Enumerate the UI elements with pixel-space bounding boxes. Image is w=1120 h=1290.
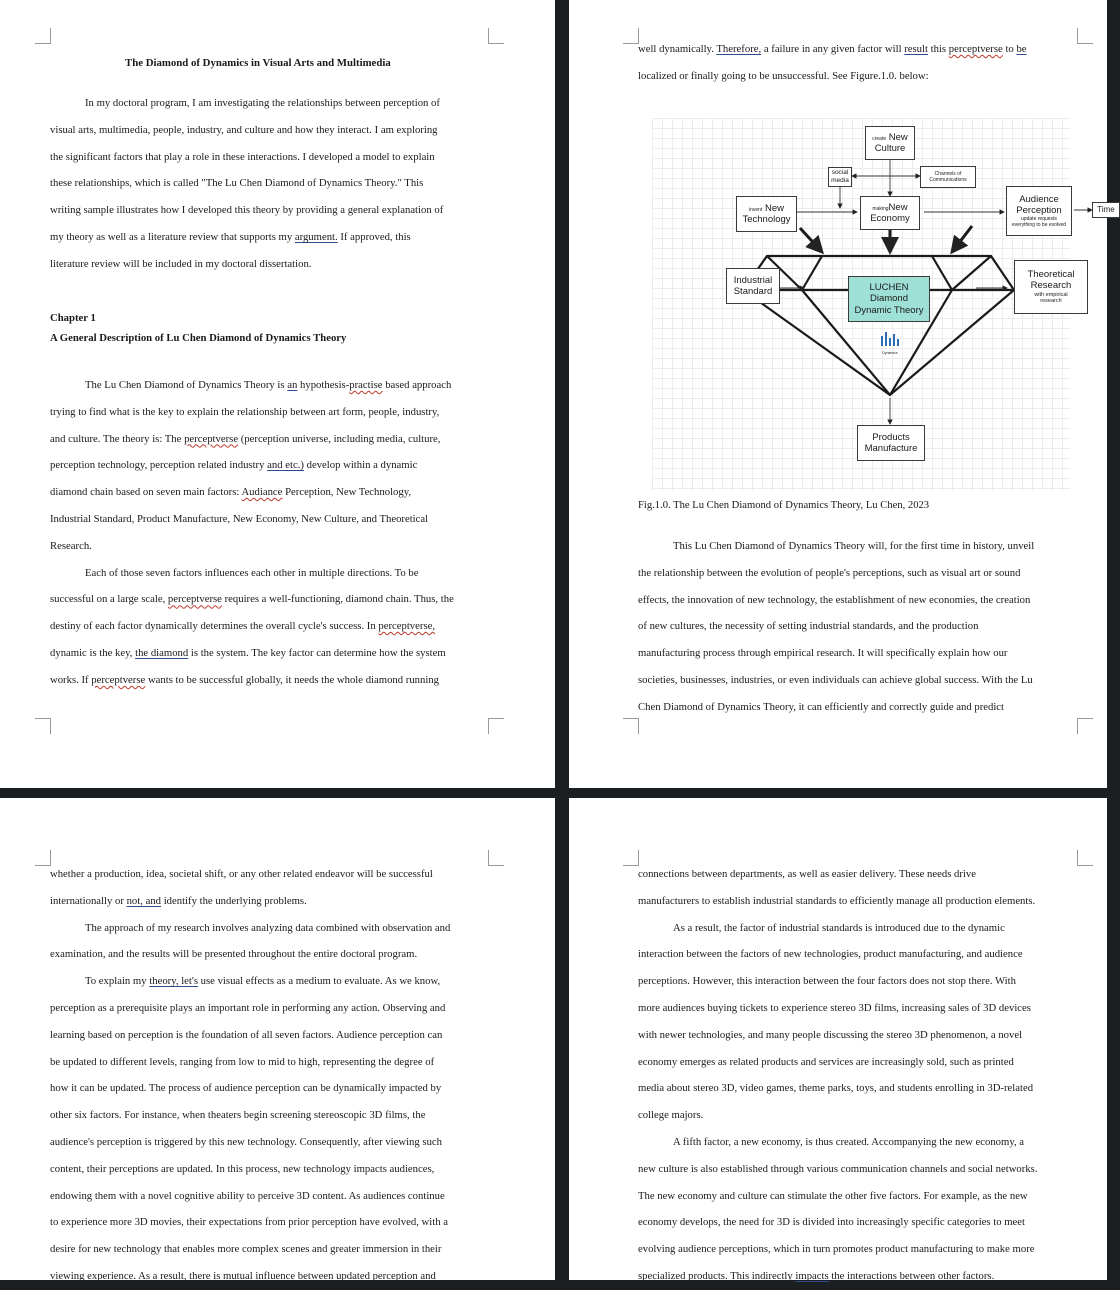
text-line: visual arts, multimedia, people, industry, and culture and how they interact. I am exploring [50,123,438,136]
crop-mark-top-right [1077,28,1093,44]
crop-mark-bottom-right [488,718,504,734]
text-segment: develop within a dynamic [306,459,418,472]
text-line [638,1263,1038,1290]
text-line: whether a production, idea, societal shift, or any other related endeavor will be successful [50,868,433,880]
text-line: manufacturers to establish industrial standards to efficiently manage all production elements. [638,894,1036,907]
node-qualifier: making [872,205,889,212]
text-segment: and culture. The theory is: The [50,432,182,445]
spelling-error-word[interactable]: perceptverse [184,432,239,445]
bar-chart-icon-graphic [879,330,901,346]
text-segment: based approach [385,379,452,391]
node-label: social media [831,169,849,184]
document-page-1 [0,0,555,788]
document-page-4 [569,798,1107,1280]
text-segment: my theory as well as a literature review that supports my [50,230,293,243]
crop-mark-top-right [488,28,504,44]
text-line: endowing them with a novel cognitive ability to perceive 3D content. As audiences continue [50,1189,445,1202]
node-audience-perception[interactable] [1006,186,1072,236]
text-line: As a result, the factor of industrial standards is introduced due to the dynamic [673,921,1005,934]
text-segment: specialized products. This indirectly [638,1269,793,1282]
text-line: This Lu Chen Diamond of Dynamics Theory will, for the first time in history, unveil [673,540,1035,552]
node-label: LUCHEN [869,281,909,293]
node-luchen-diamond-center[interactable] [848,276,930,322]
tracked-change-word[interactable]: the diamond [135,646,189,659]
text-line: more audiences buying tickets to experience stereo 3D films, increasing sales of 3D devices [638,1001,1031,1014]
text-line: of new cultures, the necessity of setting industrial standards, and the production [638,620,979,633]
tracked-change-word[interactable]: be [1016,43,1027,55]
text-line [50,479,454,506]
text-line: connections between departments, as well as easier delivery. These needs drive [638,868,977,880]
crop-mark-top-right [488,850,504,866]
node-new-economy[interactable] [860,196,920,230]
text-line: media about stereo 3D, video games, theme parks, toys, and students enrolling in 3D-related [638,1082,1034,1095]
text-line: In my doctoral program, I am investigating the relationships between perception of [85,97,440,109]
text-segment: perception technology, perception related industry [50,459,265,472]
text-line [50,224,443,251]
node-label: Perception [1016,205,1062,216]
text-line: learning based on perception is the foundation of all seven factors. Audience perception can [50,1028,443,1041]
page2-intro[interactable] [638,36,1027,90]
text-line: examination, and the results will be presented throughout the entire doctoral program. [50,948,418,961]
text-line: economy develops, the need for 3D is divided into increasingly specific categories to meet [638,1216,1026,1229]
text-line: new culture is also established through various communication channels and social networks. [638,1162,1038,1175]
diamond-facet [802,256,822,290]
crop-mark-top-left [623,28,639,44]
text-line: perception as a prerequisite plays an important role in performing any action. Observing and [50,1001,446,1014]
text-line: these relationships, which is called "The Lu Chen Diamond of Dynamics Theory." This [50,177,424,190]
figure-caption: Fig.1.0. The Lu Chen Diamond of Dynamics Theory, Lu Chen, 2023 [638,500,930,511]
node-theoretical-research[interactable] [1014,260,1088,314]
tracked-change-word[interactable]: argument. [294,230,338,243]
chapter-label: Chapter 1 [50,312,96,324]
text-line: with newer technologies, and many people discussing the stereo 3D phenomenon, a novel [638,1028,1023,1041]
spelling-error-word[interactable]: practise [349,379,383,391]
node-label: New [764,202,784,214]
crop-mark-top-left [35,28,51,44]
text-line: Each of those seven factors influences each other in multiple directions. To be [85,566,419,579]
text-line [50,968,450,995]
document-page-3 [0,798,555,1280]
page4-body[interactable] [638,861,1038,1290]
text-segment: the interactions between other factors. [831,1269,995,1282]
text-line [50,667,454,694]
node-label: New [888,201,908,213]
crop-mark-bottom-left [35,718,51,734]
tracked-change-word[interactable]: an [287,379,298,391]
crop-mark-top-right [1077,850,1093,866]
node-social-media[interactable] [828,167,852,187]
node-products-manufacture[interactable] [857,425,925,461]
text-segment: well dynamically. [638,43,714,55]
document-page-2 [569,0,1115,788]
node-time[interactable] [1092,202,1120,218]
text-line: economy emerges as related products and services are increasingly sold, such as printed [638,1055,1014,1068]
tracked-change-word[interactable]: theory, let's [149,975,198,988]
text-line: be updated to different levels, ranging from low to mid to high, representing the degree of [50,1055,435,1068]
text-line: writing sample illustrates how I developed this theory by providing a general explanation of [50,204,444,217]
chapter-heading [50,308,346,348]
text-segment: this [930,43,947,55]
text-line: Chen Diamond of Dynamics Theory, it can efficiently and correctly guide and predict [638,700,1005,713]
node-label: Research [1030,280,1072,292]
text-line [50,640,454,667]
tracked-change-word[interactable]: and etc.) [267,459,304,472]
text-line: A fifth factor, a new economy, is thus created. Accompanying the new economy, a [673,1135,1025,1148]
spelling-error-word[interactable]: Audiance [241,486,283,499]
text-segment: hypothesis- [300,379,350,391]
node-industrial-standard[interactable] [726,268,780,304]
crop-mark-top-left [35,850,51,866]
text-segment: successful on a large scale, [50,593,166,606]
text-line: manufacturing process through empirical research. It will specifically explain how our [638,647,1008,660]
node-label: Standard [733,286,773,297]
text-segment: (perception universe, including media, culture, [240,432,441,445]
node-label: Dynamic Theory [854,304,924,316]
text-segment: wants to be successful globally, it needs the whole diamond running [147,673,440,686]
node-qualifier: create [872,135,887,142]
node-label: Culture [874,143,906,154]
diamond-dynamics-diagram [652,118,1115,491]
diamond-facet [932,256,952,290]
text-segment: identify the underlying problems. [163,894,307,907]
node-label: Technology [742,214,791,225]
crop-mark-bottom-right [1077,718,1093,734]
text-segment: Perception, New Technology, [285,486,412,499]
text-segment: to [1005,43,1014,55]
tracked-change-word[interactable]: impacts [795,1269,829,1282]
text-segment: If approved, this [340,230,411,243]
text-line: the significant factors that play a role in these interactions. I developed a model to explain [50,150,435,163]
text-line [50,372,454,399]
text-segment: diamond chain based on seven main factors: [50,486,240,499]
diamond-facet [952,256,991,290]
page2-body[interactable] [638,533,1034,721]
text-line: content, their perceptions are updated. In this process, new technology impacts audiences, [50,1162,435,1175]
icon-caption: Dynamics [882,351,898,355]
node-qualifier: invent [749,206,763,213]
text-segment: requires a well-functioning, diamond chain. Thus, the [224,593,454,606]
text-line: trying to find what is the key to explain the relationship between art form, people, industry, [50,405,440,418]
text-line [50,586,454,613]
tracked-change-word[interactable]: result [904,43,928,55]
text-line: literature review will be included in my doctoral dissertation. [50,257,312,270]
text-line: Industrial Standard, Product Manufacture, New Economy, New Culture, and Theoretical [50,512,429,525]
text-segment: a failure in any given factor will [761,43,902,55]
text-line: viewing experience. As a result, there is mutual influence between updated perception and [50,1269,436,1282]
tracked-change-word[interactable]: not, and [126,894,162,907]
text-line [638,36,1027,63]
text-segment: destiny of each factor dynamically determines the overall cycle's success. In [50,620,376,633]
document-title: The Diamond of Dynamics in Visual Arts and Multimedia [125,57,391,69]
text-segment: To explain my [85,975,147,988]
text-line: perceptions. However, this interaction between the four factors does not stop there. With [638,975,1016,988]
node-note: research [1040,298,1062,305]
text-line: effects, the innovation of new technology, the establishment of new economies, the creation [638,593,1031,606]
node-label: Manufacture [864,443,918,454]
text-segment: The Lu Chen Diamond of Dynamics Theory is [85,379,285,391]
text-segment: works. If [50,673,89,686]
text-line: interaction between the factors of new technologies, product manufacturing, and audience [638,948,1023,961]
crop-mark-bottom-left [623,718,639,734]
text-segment: internationally or [50,894,124,907]
node-label: Industrial [733,274,773,286]
node-label: Channels of Communications [929,171,967,183]
text-line: localized or finally going to be unsuccessful. See Figure.1.0. below: [638,69,929,82]
node-note: everything to be evolved [1011,222,1067,229]
node-new-technology[interactable] [736,196,797,232]
text-line: the relationship between the evolution of people's perceptions, such as visual art or sound [638,566,1021,579]
arrow-audience-diamond [952,226,972,252]
text-line [50,426,454,453]
arrow-technology-diamond [800,228,822,252]
spelling-error-word[interactable]: perceptverse [948,43,1003,55]
node-label: Audience [1019,193,1059,205]
text-segment: use visual effects as a medium to evaluate. As we know, [200,975,441,988]
node-label: Theoretical [1027,269,1075,281]
text-line: how it can be updated. The process of audience perception can be dynamically impacted by [50,1082,442,1095]
text-line: desire for new technology that enables more complex scenes and greater immersion in their [50,1243,442,1256]
node-label: Diamond [869,293,909,305]
text-line [50,452,454,479]
crop-mark-top-left [623,850,639,866]
chapter-body[interactable] [50,372,454,694]
text-line: The new economy and culture can stimulate the other five factors. For example, as the new [638,1189,1028,1202]
tracked-change-word[interactable]: Therefore, [716,43,762,55]
node-channels[interactable] [920,166,976,188]
page3-body[interactable] [50,861,450,1290]
node-note: update requests [1021,216,1057,223]
text-line [50,888,450,915]
text-line: evolving audience perceptions, which in turn promotes product manufacturing to make more [638,1243,1035,1256]
chapter-title: A General Description of Lu Chen Diamond of Dynamics Theory [50,332,347,344]
node-label: Economy [870,213,910,224]
node-label: Products [872,431,910,443]
intro-paragraph[interactable] [50,90,443,278]
text-segment: dynamic is the key, [50,646,133,659]
text-line: to experience more 3D movies, their expectations from prior perception have evolved, with a [50,1216,448,1229]
text-line: The approach of my research involves analyzing data combined with observation and [85,921,451,934]
text-line: other six factors. For instance, when theaters begin screening stereoscopic 3D films, the [50,1109,426,1122]
node-new-culture[interactable] [865,126,915,160]
spelling-error-word[interactable]: perceptverse [167,593,222,606]
node-label: Time [1097,205,1115,215]
spelling-error-word[interactable]: perceptverse [91,673,146,686]
text-line: college majors. [638,1109,704,1122]
bar-chart-icon [879,330,901,355]
text-line [50,613,454,640]
spelling-error-word[interactable]: perceptverse, [378,620,436,633]
node-label: New [888,131,908,143]
text-line: audience's perception is triggered by this new technology. Consequently, after viewing such [50,1135,443,1148]
text-line: Research. [50,539,92,552]
text-line: societies, businesses, industries, or even individuals can achieve global success. With the Lu [638,673,1033,686]
text-segment: is the system. The key factor can determine how the system [190,646,446,659]
node-note: with empirical [1034,291,1068,298]
